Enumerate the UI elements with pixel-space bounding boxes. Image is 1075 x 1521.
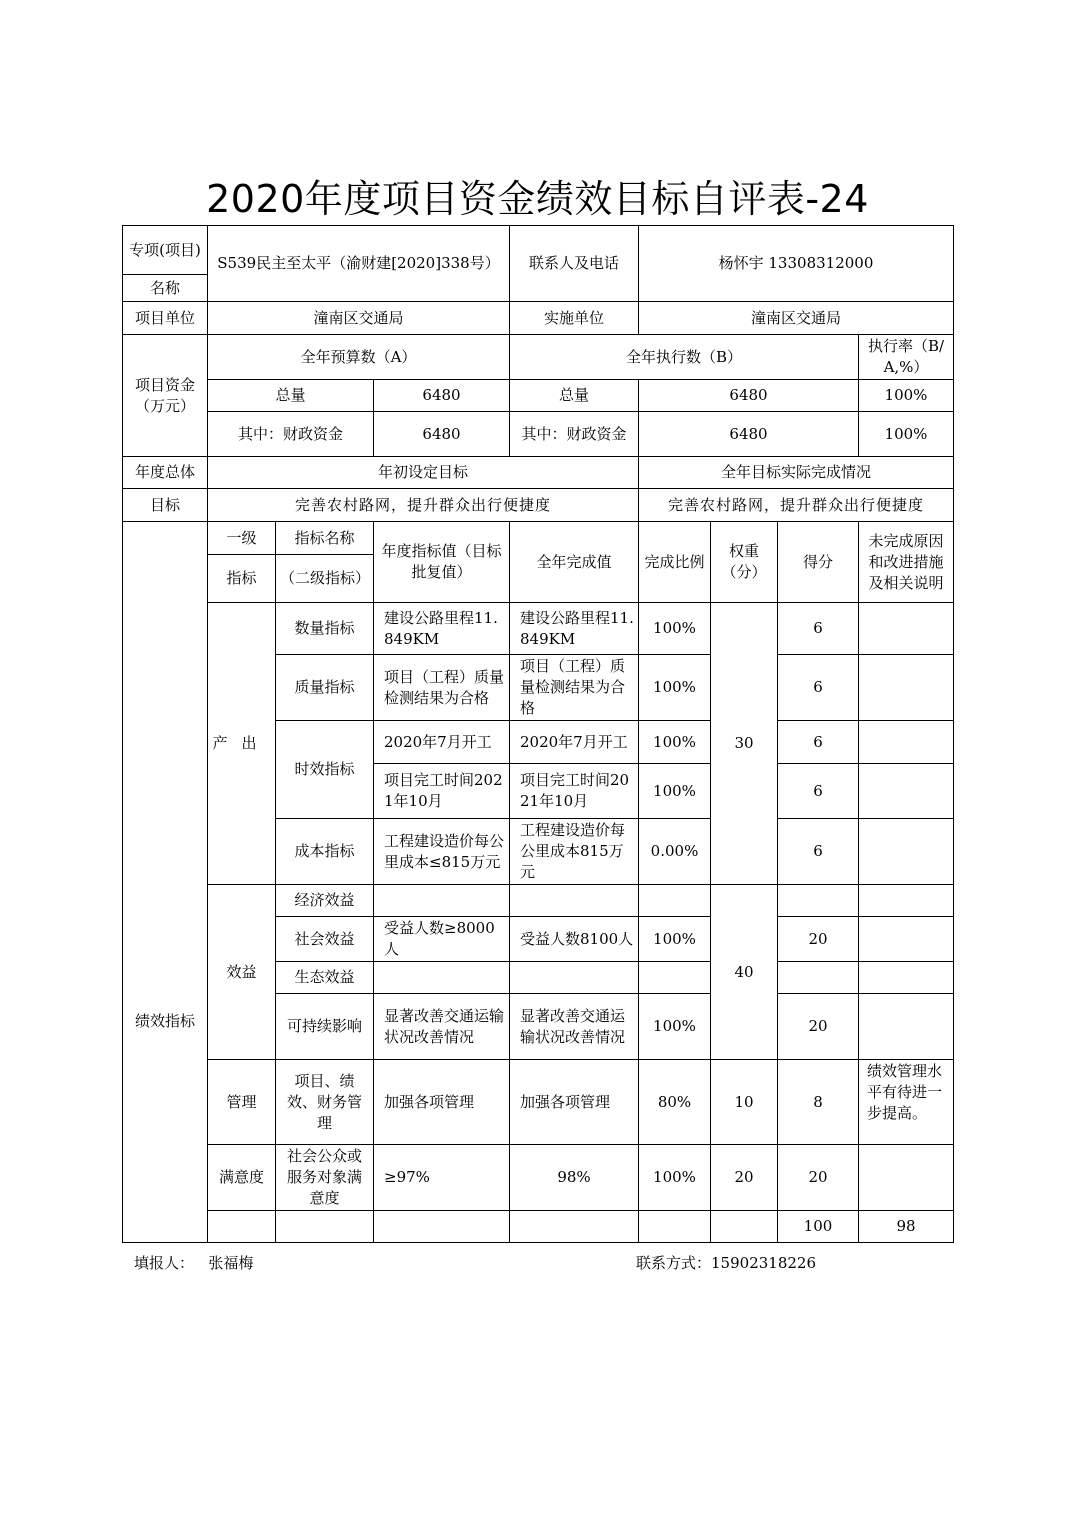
indicator-note	[859, 655, 954, 721]
total-score: 98	[859, 1211, 954, 1243]
indicator-target: 项目完工时间2021年10月	[374, 764, 510, 819]
weight-header: 权重（分）	[711, 522, 778, 603]
indicator-score: 6	[778, 655, 859, 721]
indicator-note	[859, 603, 954, 655]
indicator-note	[859, 764, 954, 819]
indicator-score: 20	[778, 917, 859, 962]
total-empty-cell	[374, 1211, 510, 1243]
indicator-score: 6	[778, 819, 859, 885]
indicator-name-header-2: （二级指标）	[276, 555, 374, 603]
indicator-score: 6	[778, 764, 859, 819]
indicator-actual: 98%	[510, 1145, 639, 1211]
self-evaluation-table	[122, 225, 954, 1243]
indicator-actual: 受益人数8100人	[510, 917, 639, 962]
actual-goal-header: 全年目标实际完成情况	[639, 457, 954, 489]
indicator-note	[859, 1145, 954, 1211]
indicator-ratio: 80%	[639, 1060, 711, 1145]
total-empty-cell	[639, 1211, 711, 1243]
indicator-name-header: 指标名称	[276, 522, 374, 555]
indicator-name: 项目、绩效、财务管理	[276, 1060, 374, 1145]
project-funds-label: 项目资金（万元）	[123, 335, 208, 457]
indicator-target: 建设公路里程11.849KM	[374, 603, 510, 655]
output-category: 产出	[208, 603, 276, 885]
footer-contact-value: 15902318226	[711, 1254, 816, 1272]
indicator-target: 受益人数≥8000人	[374, 917, 510, 962]
indicator-score: 20	[778, 994, 859, 1060]
indicator-weight: 20	[711, 1145, 778, 1211]
indicator-actual: 项目完工时间2021年10月	[510, 764, 639, 819]
indicator-name: 时效指标	[276, 721, 374, 819]
budget-total-label: 总量	[208, 380, 374, 412]
execution-rate-header: 执行率（B/A,%）	[859, 335, 954, 380]
indicator-name: 经济效益	[276, 885, 374, 917]
indicator-actual	[510, 962, 639, 994]
indicator-actual: 工程建设造价每公里成本815万元	[510, 819, 639, 885]
contact-label: 联系人及电话	[510, 226, 639, 302]
indicator-score: 20	[778, 1145, 859, 1211]
total-weight: 100	[778, 1211, 859, 1243]
indicator-target: 显著改善交通运输状况改善情况	[374, 994, 510, 1060]
total-empty-cell	[510, 1211, 639, 1243]
initial-goal-value: 完善农村路网，提升群众出行便捷度	[208, 489, 639, 522]
page-title: 2020年度项目资金绩效目标自评表-24	[206, 177, 869, 221]
budget-fiscal-label: 其中：财政资金	[208, 412, 374, 457]
filler-label: 填报人：	[134, 1254, 195, 1272]
indicator-name: 生态效益	[276, 962, 374, 994]
completion-ratio-header: 完成比例	[639, 522, 711, 603]
indicator-actual: 2020年7月开工	[510, 721, 639, 764]
indicator-ratio	[639, 962, 711, 994]
budget-fiscal-value: 6480	[374, 412, 510, 457]
exec-fiscal-label: 其中：财政资金	[510, 412, 639, 457]
indicator-target: ≥97%	[374, 1145, 510, 1211]
indicator-note	[859, 917, 954, 962]
indicator-target: 项目（工程）质量检测结果为合格	[374, 655, 510, 721]
total-empty-cell	[208, 1211, 276, 1243]
benefit-weight: 40	[711, 885, 778, 1060]
indicator-ratio: 0.00%	[639, 819, 711, 885]
indicator-target	[374, 962, 510, 994]
score-header: 得分	[778, 522, 859, 603]
contact-line	[636, 1252, 816, 1273]
indicator-actual: 加强各项管理	[510, 1060, 639, 1145]
indicator-note: 绩效管理水平有待进一步提高。	[859, 1060, 954, 1145]
fiscal-rate: 100%	[859, 412, 954, 457]
satisfaction-category: 满意度	[208, 1145, 276, 1211]
notes-header: 未完成原因和改进措施及相关说明	[859, 522, 954, 603]
indicator-target: 2020年7月开工	[374, 721, 510, 764]
indicator-name: 社会效益	[276, 917, 374, 962]
indicator-score	[778, 962, 859, 994]
annual-execution-header: 全年执行数（B）	[510, 335, 859, 380]
indicator-ratio: 100%	[639, 994, 711, 1060]
exec-total-value: 6480	[639, 380, 859, 412]
indicator-weight: 10	[711, 1060, 778, 1145]
indicator-name: 质量指标	[276, 655, 374, 721]
exec-total-label: 总量	[510, 380, 639, 412]
indicator-score: 6	[778, 721, 859, 764]
indicator-actual	[510, 885, 639, 917]
total-empty-cell	[711, 1211, 778, 1243]
footer-contact-label: 联系方式：	[636, 1254, 712, 1272]
initial-goal-header: 年初设定目标	[208, 457, 639, 489]
indicator-score	[778, 885, 859, 917]
indicator-note	[859, 885, 954, 917]
indicator-score: 6	[778, 603, 859, 655]
performance-indicators-label: 绩效指标	[123, 522, 208, 1243]
annual-goal-label-2: 目标	[123, 489, 208, 522]
implementing-unit-label: 实施单位	[510, 302, 639, 335]
indicator-name: 可持续影响	[276, 994, 374, 1060]
indicator-ratio	[639, 885, 711, 917]
implementing-unit-value: 潼南区交通局	[639, 302, 954, 335]
exec-fiscal-value: 6480	[639, 412, 859, 457]
indicator-note	[859, 962, 954, 994]
indicator-target: 加强各项管理	[374, 1060, 510, 1145]
target-value-header: 年度指标值（目标批复值）	[374, 522, 510, 603]
indicator-ratio: 100%	[639, 1145, 711, 1211]
filler-line	[134, 1252, 253, 1273]
indicator-ratio: 100%	[639, 655, 711, 721]
indicator-ratio: 100%	[639, 764, 711, 819]
indicator-ratio: 100%	[639, 603, 711, 655]
budget-total-value: 6480	[374, 380, 510, 412]
total-empty-cell	[276, 1211, 374, 1243]
total-rate: 100%	[859, 380, 954, 412]
project-name-label: 专项(项目)	[123, 226, 208, 275]
level1-header: 一级	[208, 522, 276, 555]
project-unit-value: 潼南区交通局	[208, 302, 510, 335]
filler-name: 张福梅	[208, 1254, 254, 1272]
indicator-actual: 建设公路里程11.849KM	[510, 603, 639, 655]
benefit-category: 效益	[208, 885, 276, 1060]
annual-budget-header: 全年预算数（A）	[208, 335, 510, 380]
actual-value-header: 全年完成值	[510, 522, 639, 603]
indicator-target: 工程建设造价每公里成本≤815万元	[374, 819, 510, 885]
contact-value: 杨怀宇 13308312000	[639, 226, 954, 302]
annual-goal-label: 年度总体	[123, 457, 208, 489]
project-name-value: S539民主至太平（渝财建[2020]338号）	[208, 226, 510, 302]
indicator-note	[859, 994, 954, 1060]
actual-goal-value: 完善农村路网，提升群众出行便捷度	[639, 489, 954, 522]
indicator-name: 数量指标	[276, 603, 374, 655]
indicator-target	[374, 885, 510, 917]
level1-header-2: 指标	[208, 555, 276, 603]
indicator-actual: 项目（工程）质量检测结果为合格	[510, 655, 639, 721]
indicator-note	[859, 721, 954, 764]
management-category: 管理	[208, 1060, 276, 1145]
indicator-actual: 显著改善交通运输状况改善情况	[510, 994, 639, 1060]
project-name-label-2: 名称	[123, 275, 208, 302]
indicator-name: 社会公众或服务对象满意度	[276, 1145, 374, 1211]
indicator-ratio: 100%	[639, 721, 711, 764]
indicator-score: 8	[778, 1060, 859, 1145]
indicator-name: 成本指标	[276, 819, 374, 885]
indicator-note	[859, 819, 954, 885]
output-weight: 30	[711, 603, 778, 885]
indicator-ratio: 100%	[639, 917, 711, 962]
project-unit-label: 项目单位	[123, 302, 208, 335]
